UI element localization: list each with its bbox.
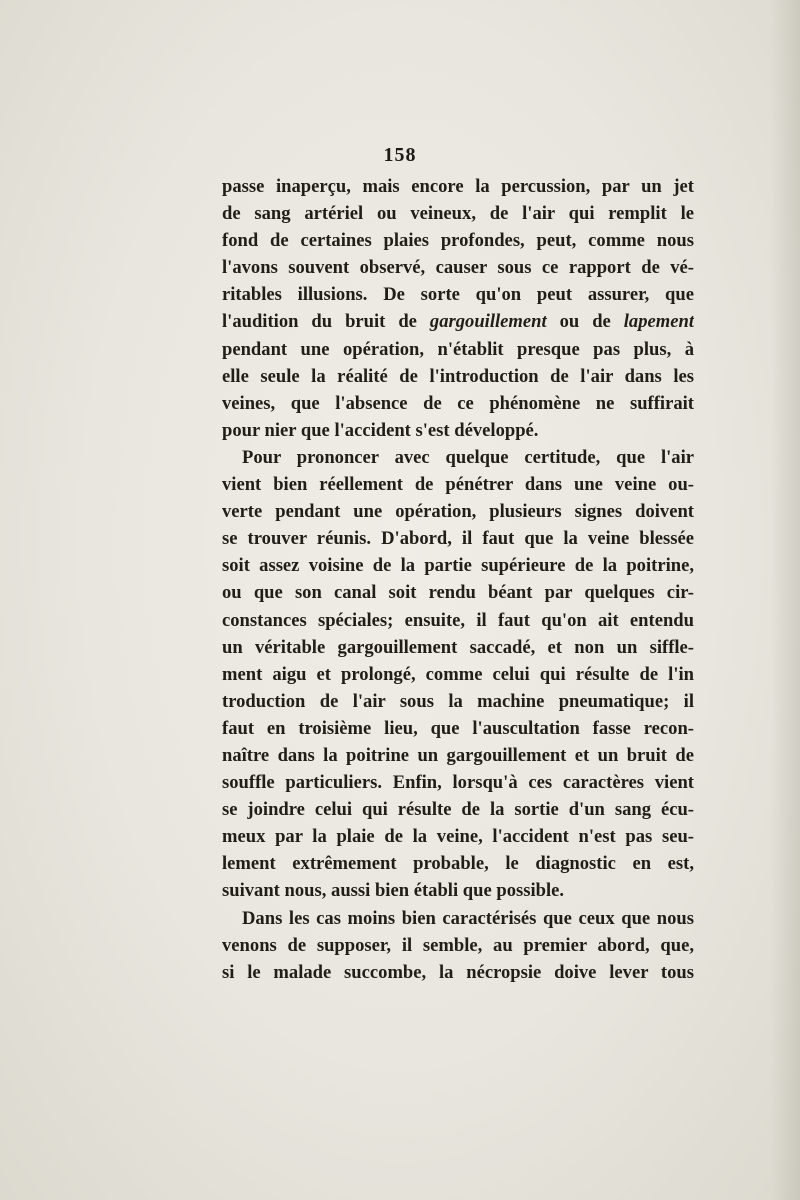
text-line: constances spéciales; ensuite, il faut qu'on ait entendu	[222, 609, 694, 631]
body-text	[222, 173, 694, 986]
text-span: l'audition du bruit de	[222, 311, 430, 333]
page-number: 158	[383, 144, 417, 166]
page-edge-shadow	[770, 0, 800, 1200]
text-line: l'avons souvent observé, causer sous ce rapport de vé-	[222, 257, 694, 279]
text-line: soit assez voisine de la partie supérieure de la poitrine,	[222, 555, 694, 577]
text-line: elle seule la réalité de l'introduction de l'air dans les	[222, 365, 694, 387]
text-line: se trouver réunis. D'abord, il faut que la veine blessée	[222, 528, 694, 550]
text-line: ment aigu et prolongé, comme celui qui résulte de l'in	[222, 663, 694, 685]
text-line: troduction de l'air sous la machine pneumatique; il	[222, 690, 694, 712]
text-line: veines, que l'absence de ce phénomène ne suffirait	[222, 392, 694, 414]
text-line: souffle particuliers. Enfin, lorsqu'à ces caractères vient	[222, 772, 694, 794]
italic-term: gargouillement	[429, 311, 547, 333]
text-line: lement extrêmement probable, le diagnostic en est,	[222, 853, 694, 875]
text-span: ou de	[546, 311, 624, 333]
text-line: fond de certaines plaies profondes, peut, comme nous	[222, 230, 694, 252]
text-line: pour nier que l'accident s'est développé.	[222, 419, 539, 441]
italic-term: lapement	[623, 311, 694, 333]
text-line: venons de supposer, il semble, au premier abord, que,	[222, 934, 694, 956]
text-line: de sang artériel ou veineux, de l'air qui remplit le	[222, 203, 694, 225]
text-line: un véritable gargouillement saccadé, et non un siffle-	[222, 636, 694, 658]
text-line: meux par la plaie de la veine, l'accident n'est pas seu-	[222, 826, 694, 848]
text-line: verte pendant une opération, plusieurs signes doivent	[222, 501, 694, 523]
text-line	[222, 308, 694, 335]
text-line: si le malade succombe, la nécropsie doive lever tous	[222, 961, 694, 983]
text-line: ritables illusions. De sorte qu'on peut assurer, que	[222, 284, 694, 306]
text-line: Dans les cas moins bien caractérisés que ceux que nous	[242, 907, 694, 929]
text-line: ou que son canal soit rendu béant par quelques cir-	[222, 582, 694, 604]
text-line: vient bien réellement de pénétrer dans une veine ou-	[222, 474, 694, 496]
text-line: Pour prononcer avec quelque certitude, que l'air	[242, 446, 694, 468]
text-line: naître dans la poitrine un gargouillement et un bruit de	[222, 744, 694, 766]
text-line: se joindre celui qui résulte de la sortie d'un sang écu-	[222, 799, 694, 821]
text-line: passe inaperçu, mais encore la percussion, par un jet	[222, 176, 694, 197]
text-line: suivant nous, aussi bien établi que possible.	[222, 880, 565, 902]
text-line: pendant une opération, n'établit presque pas plus, à	[222, 338, 694, 360]
text-line: faut en troisième lieu, que l'auscultation fasse recon-	[222, 717, 694, 739]
